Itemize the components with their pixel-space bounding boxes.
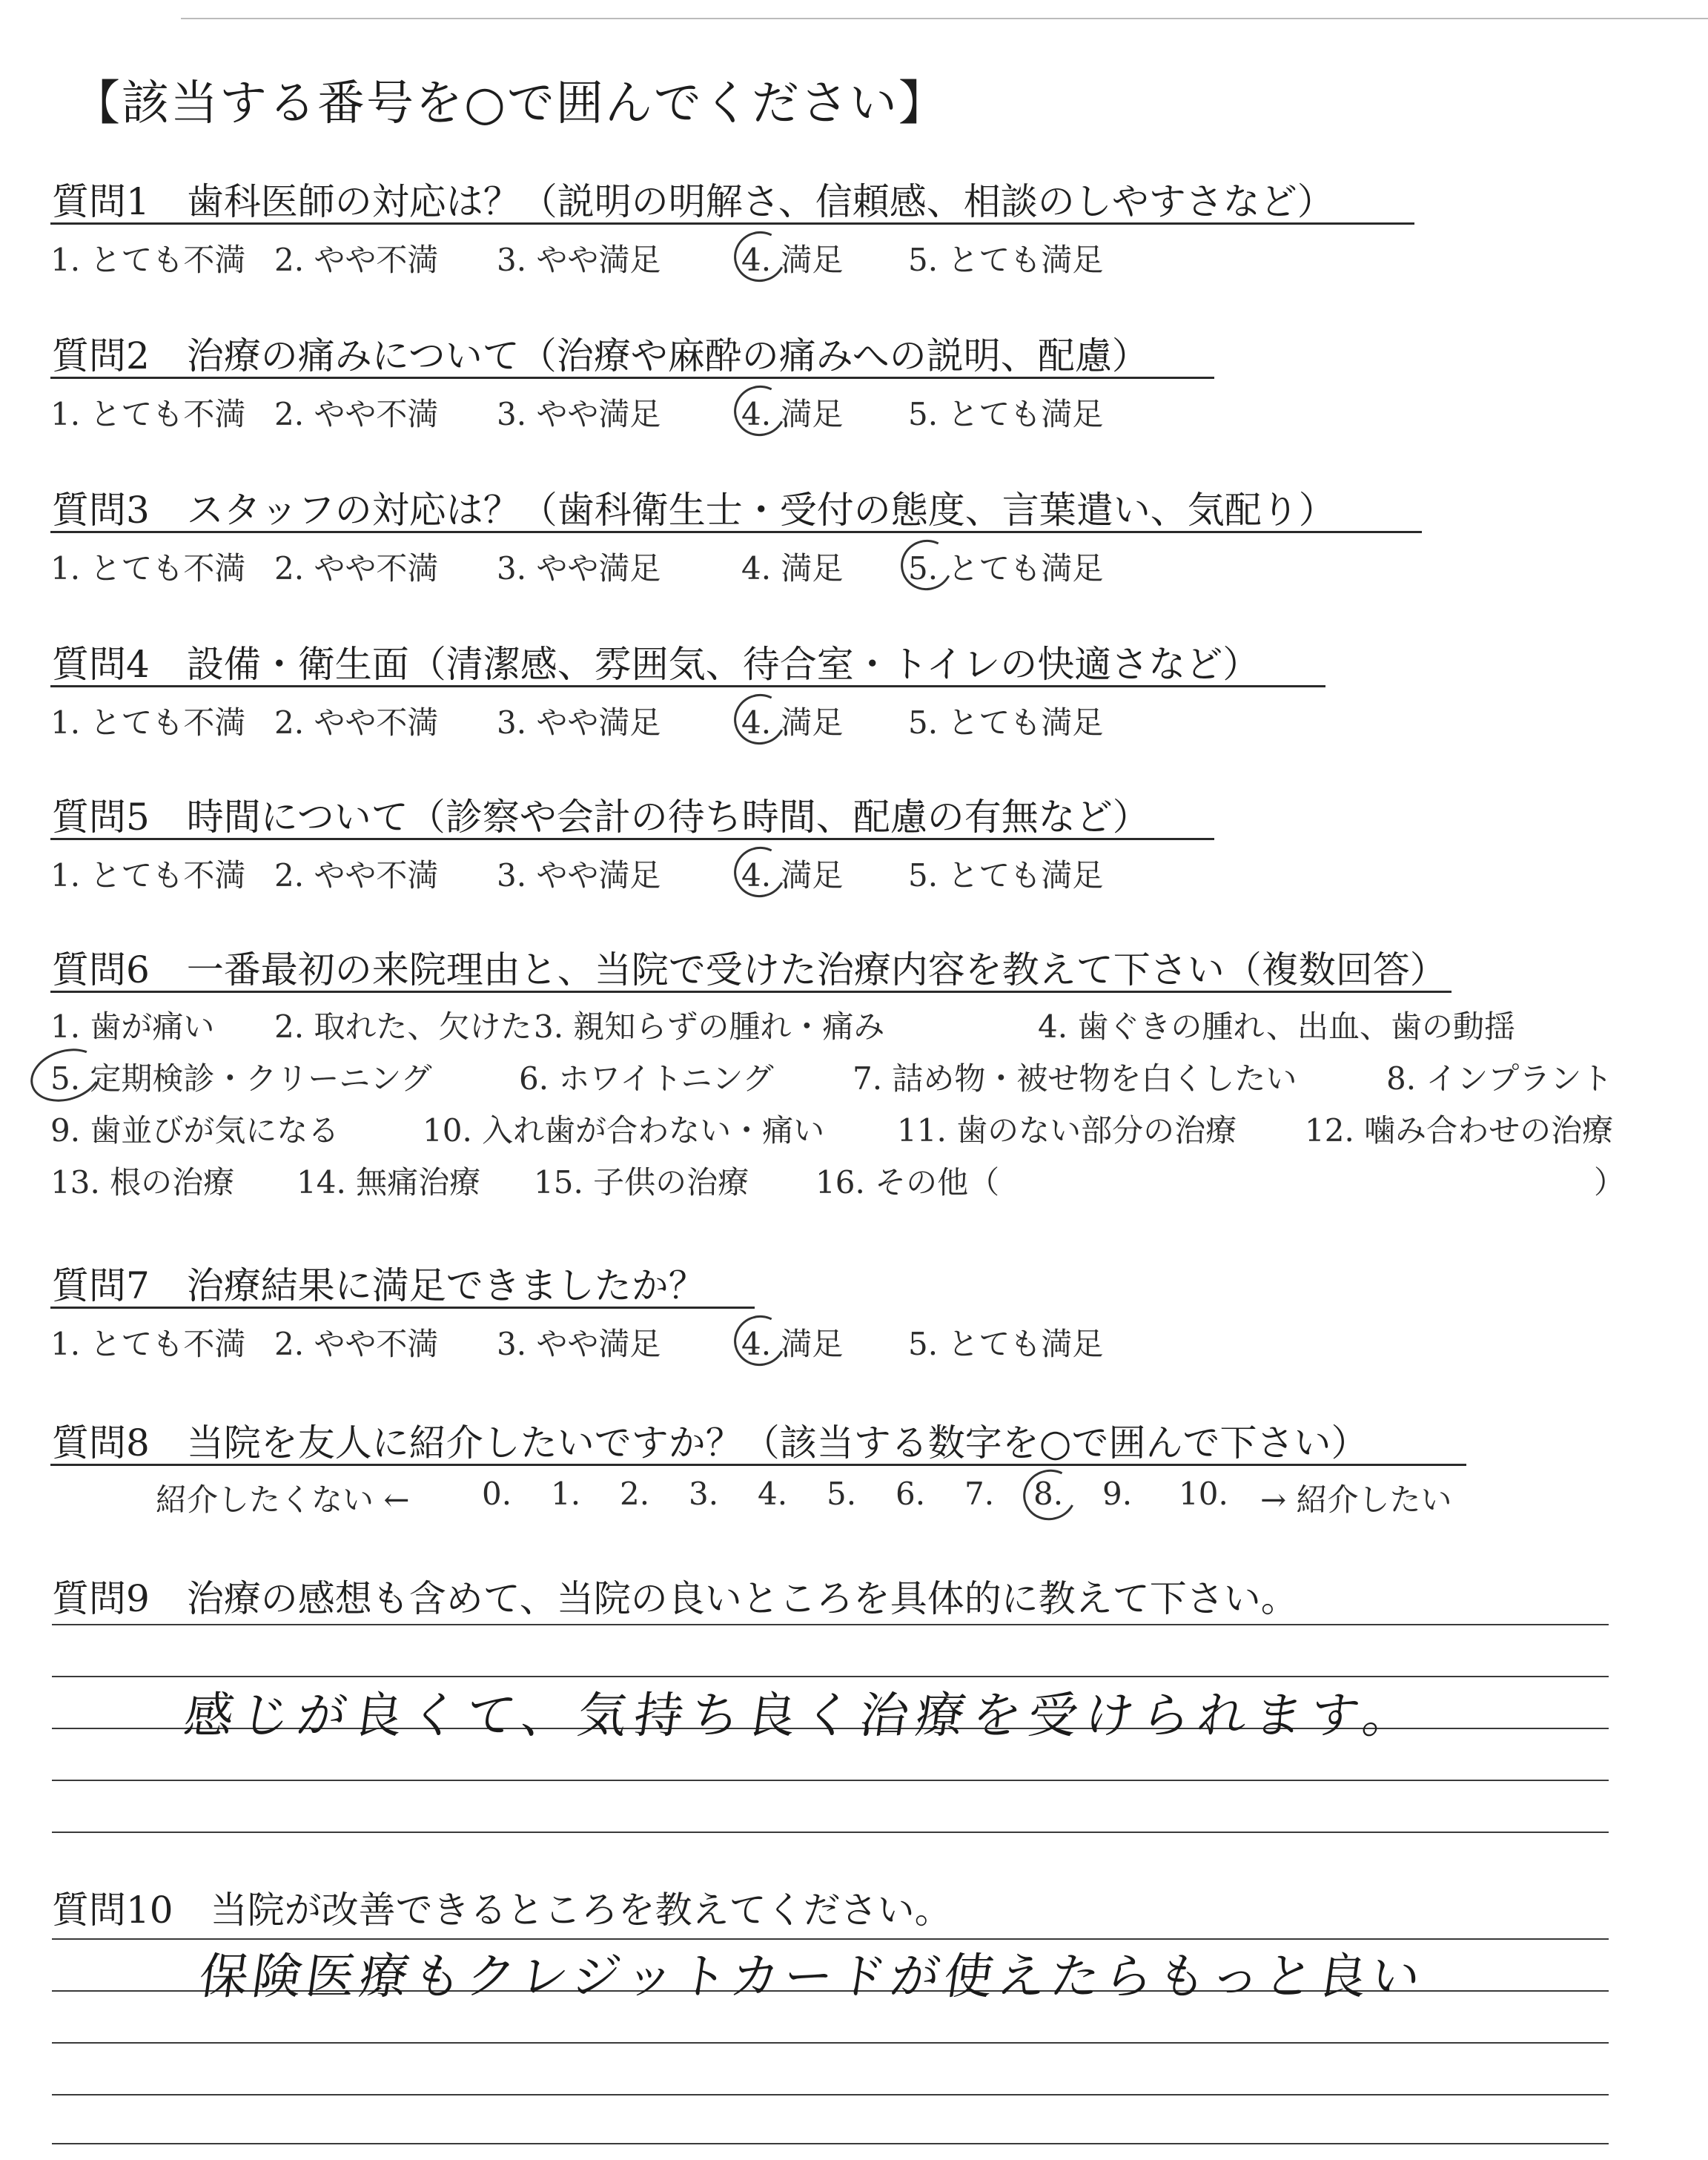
q9-title: 質問9 治療の感想も含めて、当院の良いところを具体的に教えて下さい。 <box>52 1577 1298 1620</box>
q8-scale-7: 7. <box>964 1476 995 1512</box>
q2-title: 質問2 治療の痛みについて（治療や麻酔の痛みへの説明、配慮） <box>52 334 1149 377</box>
q2-option-5: 5. とても満足 <box>908 396 1104 432</box>
scan-top-edge <box>181 18 1708 19</box>
q8-scale-5: 5. <box>827 1476 857 1512</box>
q7-option-5: 5. とても満足 <box>908 1326 1104 1362</box>
q6-option-14: 14. 無痛治療 <box>297 1164 481 1200</box>
q5-title: 質問5 時間について（診察や会計の待ち時間、配慮の有無など） <box>52 796 1150 839</box>
q6-option-13: 13. 根の治療 <box>50 1164 235 1200</box>
q3-option-3: 3. やや満足 <box>497 550 661 587</box>
q9-line-5 <box>52 1832 1609 1833</box>
q5-underline <box>50 838 1214 840</box>
q4-option-3: 3. やや満足 <box>497 704 661 741</box>
q8-scale-4: 4. <box>758 1476 788 1512</box>
q5-option-2: 2. やや不満 <box>274 857 439 894</box>
q3-option-4: 4. 満足 <box>741 550 844 587</box>
q5-option-1: 1. とても不満 <box>50 857 246 894</box>
q6-underline <box>50 991 1452 993</box>
q6-close-paren: ） <box>1594 1164 1626 1200</box>
q6-option-12: 12. 噛み合わせの治療 <box>1305 1112 1614 1149</box>
q6-option-4: 4. 歯ぐきの腫れ、出血、歯の動揺 <box>1038 1008 1515 1045</box>
q7-option-3: 3. やや満足 <box>497 1326 661 1362</box>
q5-option-3: 3. やや満足 <box>497 857 661 894</box>
q6-option-2: 2. 取れた、欠けた <box>274 1008 532 1045</box>
q7-option-2: 2. やや不満 <box>274 1326 439 1362</box>
q4-option-4: 4. 満足 <box>741 704 844 741</box>
q6-option-9: 9. 歯並びが気になる <box>50 1112 340 1149</box>
q1-option-4: 4. 満足 <box>741 242 844 278</box>
q3-title: 質問3 スタッフの対応は？（歯科衛生士・受付の態度、言葉遣い、気配り） <box>52 489 1336 532</box>
q8-left-label: 紹介したくない ← <box>156 1482 410 1518</box>
q1-option-3: 3. やや満足 <box>497 242 661 278</box>
q7-option-4: 4. 満足 <box>741 1326 844 1362</box>
q8-underline <box>50 1464 1466 1466</box>
q6-option-6: 6. ホワイトニング <box>519 1060 774 1097</box>
q6-option-16: 16. その他（ <box>815 1164 1000 1200</box>
q6-option-15: 15. 子供の治療 <box>534 1164 749 1200</box>
q10-handwritten-answer: 保険医療もクレジットカードが使えたらもっと良い <box>195 1948 1429 2005</box>
q7-underline <box>50 1307 755 1309</box>
q2-option-1: 1. とても不満 <box>50 396 246 432</box>
q4-option-2: 2. やや不満 <box>274 704 439 741</box>
q4-title: 質問4 設備・衛生面（清潔感、雰囲気、待合室・トイレの快適さなど） <box>52 643 1260 686</box>
q2-underline <box>50 377 1214 379</box>
q8-title: 質問8 当院を友人に紹介したいですか？（該当する数字を○で囲んで下さい） <box>52 1421 1368 1464</box>
q10-title: 質問10 当院が改善できるところを教えてください。 <box>52 1889 952 1932</box>
q8-scale-6: 6. <box>896 1476 926 1512</box>
q5-option-4: 4. 満足 <box>741 857 844 894</box>
q8-right-label: → 紹介したい <box>1260 1482 1452 1518</box>
q6-option-8: 8. インプラント <box>1386 1060 1613 1097</box>
q9-line-4 <box>52 1780 1609 1781</box>
q2-option-2: 2. やや不満 <box>274 396 439 432</box>
q10-line-3 <box>52 2042 1609 2044</box>
q6-option-3: 3. 親知らずの腫れ・痛み <box>534 1008 885 1045</box>
q3-option-2: 2. やや不満 <box>274 550 439 587</box>
q8-scale-8: 8. <box>1033 1476 1064 1512</box>
q3-option-1: 1. とても不満 <box>50 550 246 587</box>
q7-option-1: 1. とても不満 <box>50 1326 246 1362</box>
instruction-header: 【該当する番号を○で囲んでください】 <box>73 76 947 131</box>
q5-option-5: 5. とても満足 <box>908 857 1104 894</box>
q4-option-1: 1. とても不満 <box>50 704 246 741</box>
q8-scale-3: 3. <box>689 1476 719 1512</box>
q8-selected-circle <box>1016 1463 1082 1527</box>
q6-title: 質問6 一番最初の来院理由と、当院で受けた治療内容を教えて下さい（複数回答） <box>52 948 1447 991</box>
q8-scale-9: 9. <box>1102 1476 1133 1512</box>
q10-line-5 <box>52 2143 1609 2144</box>
q10-line-4 <box>52 2094 1609 2095</box>
q2-option-4: 4. 満足 <box>741 396 844 432</box>
q4-option-5: 5. とても満足 <box>908 704 1104 741</box>
q6-option-1: 1. 歯が痛い <box>50 1008 215 1045</box>
q1-underline <box>50 222 1414 225</box>
q9-line-1 <box>52 1624 1609 1625</box>
q9-handwritten-answer: 感じが良くて、気持ち良く治療を受けられます。 <box>180 1687 1423 1744</box>
q1-option-2: 2. やや不満 <box>274 242 439 278</box>
q1-option-1: 1. とても不満 <box>50 242 246 278</box>
q4-underline <box>50 685 1325 687</box>
q8-scale-10: 10. <box>1179 1476 1228 1512</box>
q6-option-5: 5. 定期検診・クリーニング <box>50 1060 432 1097</box>
q6-selected-circle <box>24 1040 108 1111</box>
q8-scale-2: 2. <box>620 1476 650 1512</box>
q8-scale-1: 1. <box>551 1476 581 1512</box>
q3-option-5: 5. とても満足 <box>908 550 1104 587</box>
q1-option-5: 5. とても満足 <box>908 242 1104 278</box>
q3-underline <box>50 531 1422 533</box>
q1-title: 質問1 歯科医師の対応は？（説明の明解さ、信頼感、相談のしやすさなど） <box>52 180 1334 223</box>
q6-option-11: 11. 歯のない部分の治療 <box>897 1112 1237 1149</box>
q6-option-7: 7. 詰め物・被せ物を白くしたい <box>853 1060 1297 1097</box>
q6-option-10: 10. 入れ歯が合わない・痛い <box>423 1112 825 1149</box>
q8-scale-0: 0. <box>482 1476 512 1512</box>
q7-title: 質問7 治療結果に満足できましたか？ <box>52 1264 706 1307</box>
q2-option-3: 3. やや満足 <box>497 396 661 432</box>
